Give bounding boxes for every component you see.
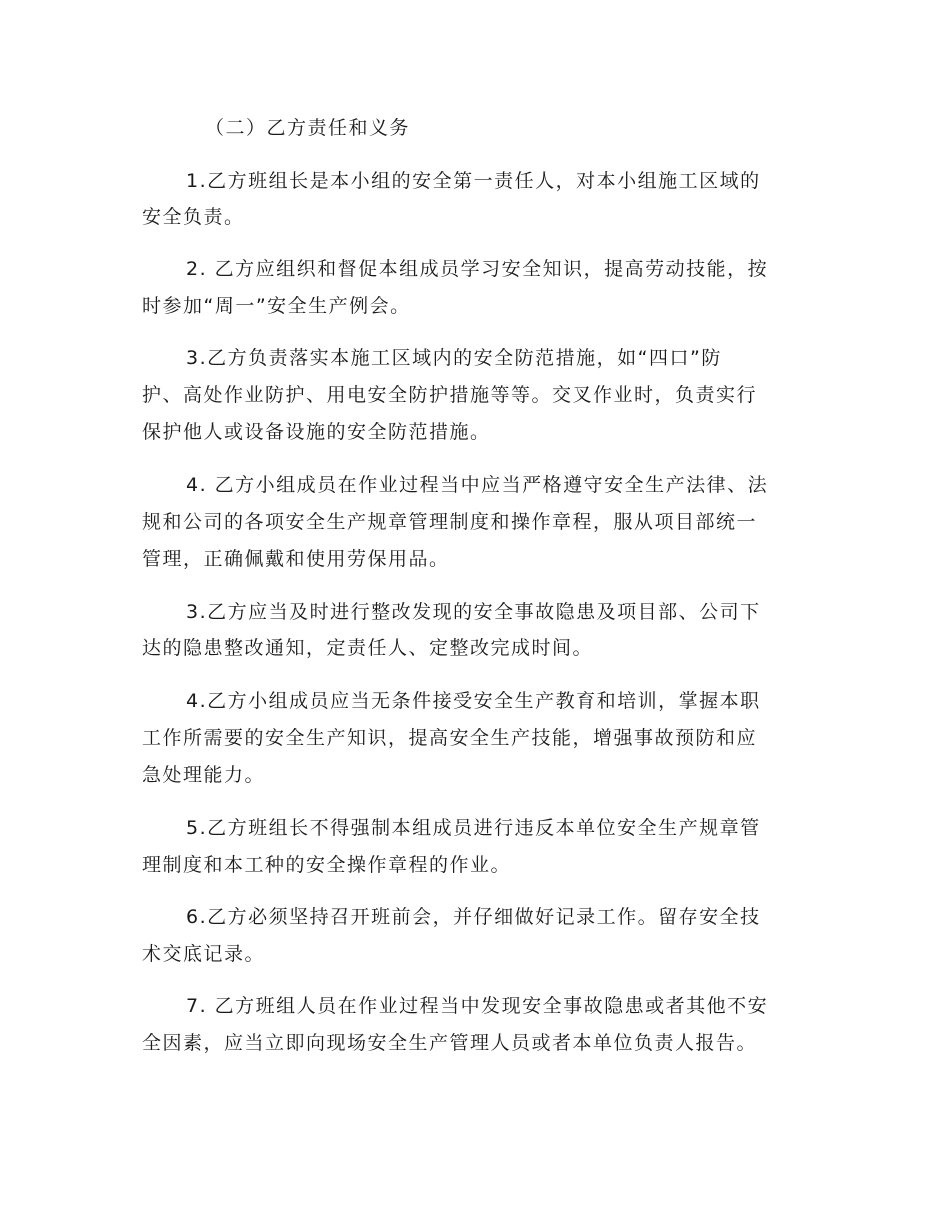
paragraph-5-line-2: 达的隐患整改通知，定责任人、定整改完成时间。 xyxy=(142,637,594,659)
paragraph-7-line-2: 理制度和本工种的安全操作章程的作业。 xyxy=(142,854,512,876)
paragraph-9-line-2: 全因素，应当立即向现场安全生产管理人员或者本单位负责人报告。 xyxy=(142,1032,758,1054)
paragraph-1-line-2: 安全负责。 xyxy=(142,206,245,228)
paragraph-3-line-3: 保护他人或设备设施的安全防范措施。 xyxy=(142,421,491,443)
paragraph-6-line-1: 4.乙方小组成员应当无条件接受安全生产教育和培训，掌握本职 xyxy=(186,690,761,712)
paragraph-8-line-2: 术交底记录。 xyxy=(142,943,266,965)
paragraph-7-line-1: 5.乙方班组长不得强制本组成员进行违反本单位安全生产规章管 xyxy=(186,817,761,839)
paragraph-4-line-1: 4. 乙方小组成员在作业过程当中应当严格遵守安全生产法律、法 xyxy=(186,474,769,496)
paragraph-9-line-1: 7. 乙方班组人员在作业过程当中发现安全事故隐患或者其他不安 xyxy=(186,995,769,1017)
section-heading: （二）乙方责任和义务 xyxy=(205,117,411,139)
paragraph-4-line-3: 管理，正确佩戴和使用劳保用品。 xyxy=(142,548,450,570)
paragraph-1-line-1: 1.乙方班组长是本小组的安全第一责任人，对本小组施工区域的 xyxy=(186,170,761,192)
paragraph-4-line-2: 规和公司的各项安全生产规章管理制度和操作章程，服从项目部统一 xyxy=(142,511,758,533)
paragraph-5-line-1: 3.乙方应当及时进行整改发现的安全事故隐患及项目部、公司下 xyxy=(186,601,761,623)
paragraph-3-line-1: 3.乙方负责落实本施工区域内的安全防范措施，如“四口”防 xyxy=(186,347,722,369)
paragraph-6-line-2: 工作所需要的安全生产知识，提高安全生产技能，增强事故预防和应 xyxy=(142,727,758,749)
paragraph-2-line-2: 时参加“周一”安全生产例会。 xyxy=(142,295,411,317)
paragraph-3-line-2: 护、高处作业防护、用电安全防护措施等等。交叉作业时，负责实行 xyxy=(142,384,758,406)
paragraph-8-line-1: 6.乙方必须坚持召开班前会，并仔细做好记录工作。留存安全技 xyxy=(186,906,761,928)
paragraph-6-line-3: 急处理能力。 xyxy=(142,764,266,786)
paragraph-2-line-1: 2. 乙方应组织和督促本组成员学习安全知识，提高劳动技能，按 xyxy=(186,258,769,280)
